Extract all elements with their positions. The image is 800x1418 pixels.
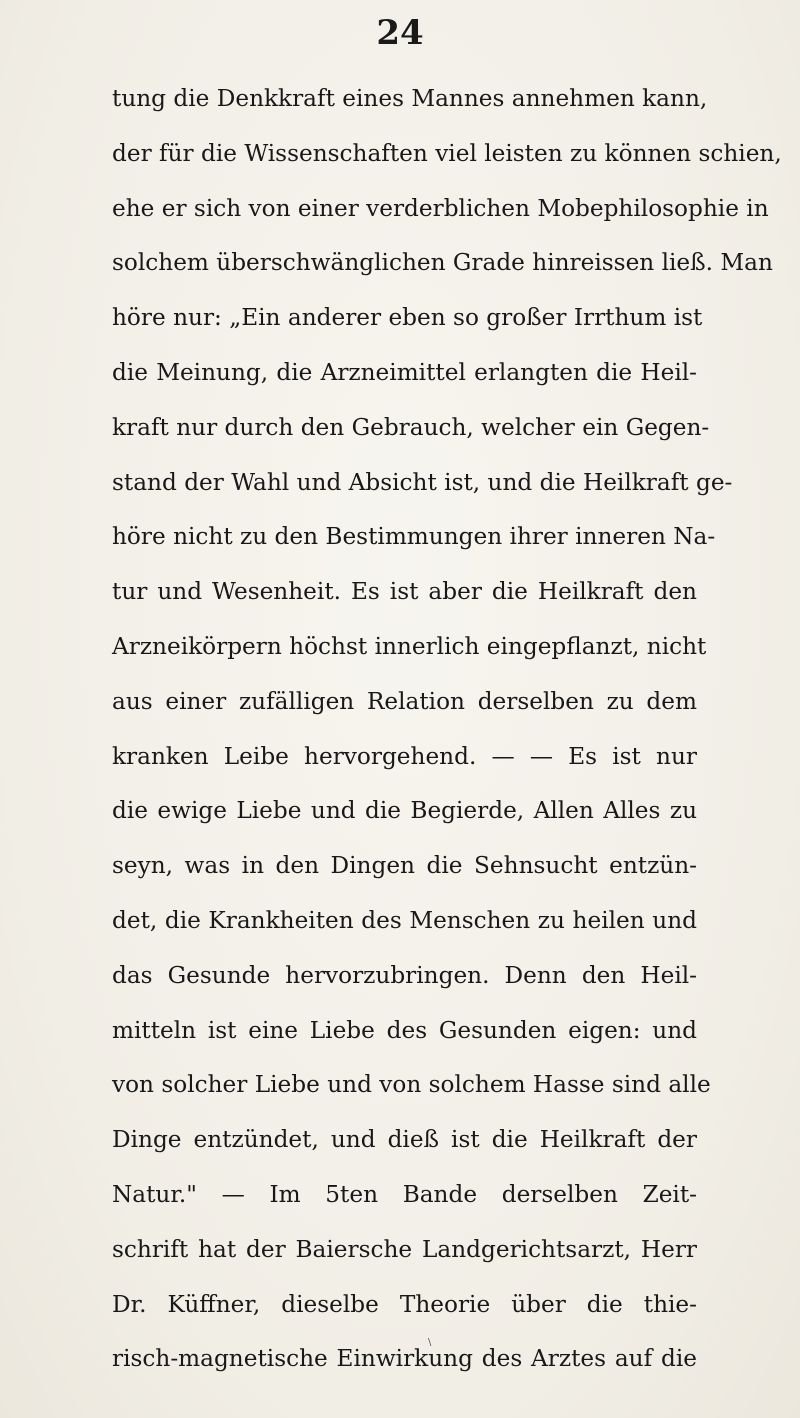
text-line: solchem überschwänglichen Grade hinreissen ließ. Man: [112, 249, 773, 277]
text-line: ehe er sich von einer verderblichen Mobephilosophie in: [112, 194, 769, 222]
text-line: seyn, was in den Dingen die Sehnsucht entzün-: [112, 852, 697, 880]
text-line: der für die Wissenschaften viel leisten zu können schien,: [112, 139, 782, 167]
text-line: das Gesunde hervorzubringen. Denn den Heil-: [112, 961, 697, 989]
text-line: risch-magnetische Einwirkung des Arztes auf die: [112, 1345, 697, 1373]
text-line: schrift hat der Baiersche Landgerichtsarzt, Herr: [112, 1235, 697, 1263]
text-line: die Meinung, die Arzneimittel erlangten die Heil-: [112, 358, 697, 386]
page-number: 24: [376, 13, 424, 53]
text-line: höre nicht zu den Bestimmungen ihrer inneren Na-: [112, 523, 716, 551]
text-line: die ewige Liebe und die Begierde, Allen Alles zu: [112, 797, 697, 825]
text-line: tung die Denkkraft eines Mannes annehmen kann,: [112, 85, 708, 112]
text-line: kraft nur durch den Gebrauch, welcher ein Gegen-: [112, 413, 710, 441]
footer-mark: \: [428, 1337, 432, 1348]
text-line: höre nur: „Ein anderer eben so großer Irrthum ist: [112, 304, 703, 332]
text-line: stand der Wahl und Absicht ist, und die Heilkraft ge-: [112, 468, 733, 496]
text-line: mitteln ist eine Liebe des Gesunden eigen: und: [112, 1016, 697, 1044]
text-line: Natur." — Im 5ten Bande derselben Zeit-: [112, 1180, 697, 1208]
text-line: Dinge entzündet, und dieß ist die Heilkraft der: [112, 1126, 697, 1154]
text-line: det, die Krankheiten des Menschen zu heilen und: [112, 906, 697, 934]
text-line: Arzneikörpern höchst innerlich eingepflanzt, nicht: [112, 632, 707, 660]
text-line: tur und Wesenheit. Es ist aber die Heilkraft den: [112, 578, 697, 606]
text-line: Dr. Küffner, dieselbe Theorie über die thie-: [112, 1290, 697, 1318]
text-line: von solcher Liebe und von solchem Hasse sind alle: [112, 1071, 711, 1099]
text-line: kranken Leibe hervorgehend. — — Es ist nur: [112, 742, 697, 770]
body-text: [112, 72, 782, 1387]
text-line: aus einer zufälligen Relation derselben zu dem: [112, 687, 697, 715]
